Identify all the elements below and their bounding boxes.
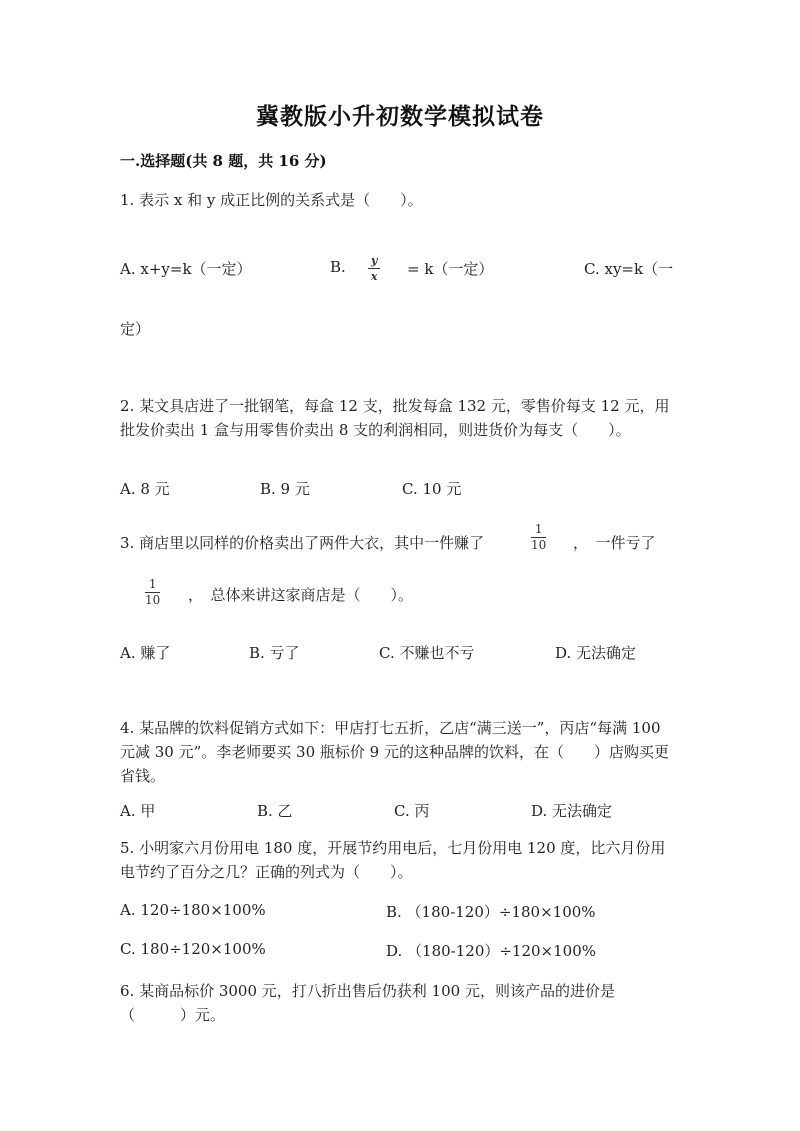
- fraction-numerator: 1: [148, 577, 157, 591]
- question-4-option-c: C. 丙: [394, 802, 430, 820]
- question-4-option-b: B. 乙: [257, 802, 293, 820]
- question-1-stem: 1. 表示 x 和 y 成正比例的关系式是（ ）。: [120, 191, 423, 209]
- question-1-option-b-fraction: [368, 254, 380, 283]
- fraction-denominator: x: [370, 270, 378, 283]
- question-4-stem: 4. 某品牌的饮料促销方式如下：甲店打七五折，乙店“满三送一”，丙店“每满 100 元减 30 元”。李老师要买 30 瓶标价 9 元的这种品牌的饮料，在（ ）店购买更省钱。: [120, 719, 669, 785]
- question-5-option-d: D. （180-120）÷120×100%: [386, 942, 597, 960]
- question-1-option-a: A. x+y=k（一定）: [120, 260, 252, 278]
- question-3-stem-start: 3. 商店里以同样的价格卖出了两件大衣，其中一件赚了: [120, 534, 485, 552]
- question-3-fraction-2: [145, 578, 160, 607]
- question-5-option-c: C. 180÷120×100%: [120, 940, 266, 958]
- question-5-option-a: A. 120÷180×100%: [120, 901, 266, 919]
- question-1-option-c: C. xy=k（一: [584, 260, 674, 278]
- question-2-option-a: A. 8 元: [120, 480, 170, 498]
- question-1-option-c-continued: 定）: [120, 320, 151, 338]
- question-3-option-a: A. 赚了: [120, 644, 171, 662]
- question-5-option-b: B. （180-120）÷180×100%: [386, 903, 596, 921]
- question-3-stem-end: ， 总体来讲这家商店是（ ）。: [188, 586, 414, 604]
- fraction-denominator: 10: [145, 593, 161, 607]
- question-3-option-d: D. 无法确定: [555, 644, 637, 662]
- question-3-option-b: B. 亏了: [249, 644, 300, 662]
- fraction-numerator: y: [371, 254, 378, 267]
- question-3-fraction-1: [531, 523, 546, 552]
- question-4-option-a: A. 甲: [120, 802, 156, 820]
- question-2-stem: 2. 某文具店进了一批钢笔，每盒 12 支，批发每盒 132 元，零售价每支 12 元，用批发价卖出 1 盒与用零售价卖出 8 支的利润相同，则进货价为每支（ ）。: [120, 397, 670, 439]
- question-1-option-b-text: = k（一定）: [407, 260, 494, 278]
- question-3-stem-middle: ， 一件亏了: [573, 534, 656, 552]
- question-2-option-b: B. 9 元: [260, 480, 310, 498]
- page-title: 冀教版小升初数学模拟试卷: [256, 103, 544, 130]
- question-2-option-c: C. 10 元: [402, 480, 462, 498]
- section-heading: 一.选择题(共 8 题，共 16 分): [120, 152, 327, 170]
- fraction-numerator: 1: [534, 522, 543, 536]
- question-1-option-b-label: B.: [330, 258, 346, 276]
- question-3-option-c: C. 不赚也不亏: [379, 644, 475, 662]
- question-5-stem: 5. 小明家六月份用电 180 度，开展节约用电后，七月份用电 120 度，比六月份用电节约了百分之几？正确的列式为（ ）。: [120, 839, 666, 881]
- fraction-denominator: 10: [531, 538, 547, 552]
- question-6-stem: 6. 某商品标价 3000 元，打八折出售后仍获利 100 元，则该产品的进价是（ ）元。: [120, 982, 615, 1024]
- question-4-option-d: D. 无法确定: [531, 802, 613, 820]
